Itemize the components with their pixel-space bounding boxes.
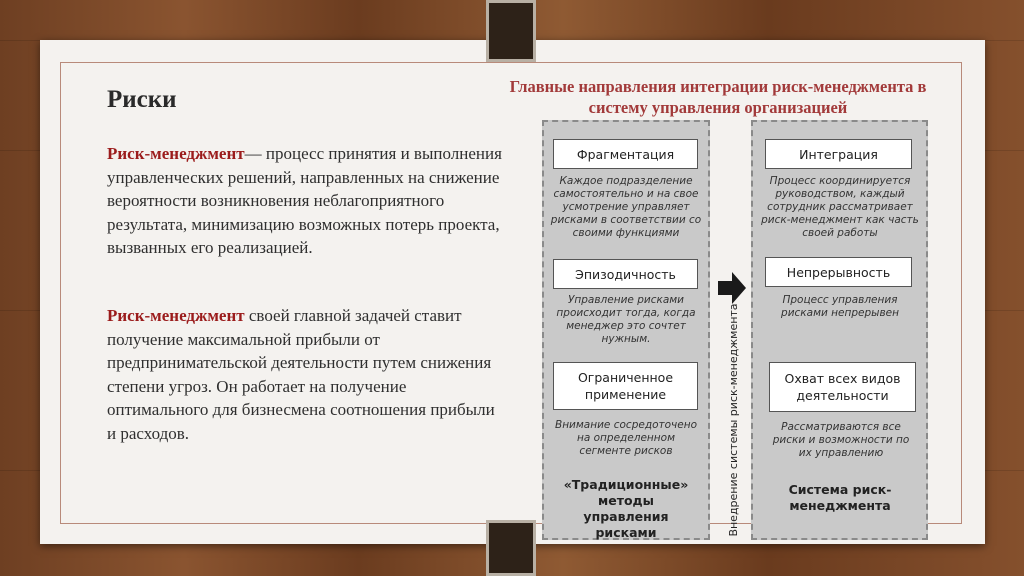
- integration-box: Интеграция: [765, 139, 912, 169]
- goal-paragraph: [107, 304, 507, 445]
- risk-management-system-label: Система риск-менеджмента: [788, 482, 892, 513]
- diagram-title-line1: Главные направления интеграции риск-менеджмента в: [509, 77, 927, 96]
- integration-desc: Процесс координируется руководством, каждый сотрудник рассматривает риск-менеджмент как часть своей работы: [761, 175, 919, 239]
- limited-use-box: Ограниченное применение: [553, 362, 698, 410]
- fragmentation-box: Фрагментация: [553, 139, 698, 169]
- episodic-desc: Управление рисками происходит тогда, когда менеджер это сочтет нужным.: [556, 294, 696, 345]
- goal-text: своей главной задачей ставит получение максимальной прибыли от предпринимательской деятельности путем снижения степени угроз. Он работает на получение оптимального для бизнесмена соотношения прибыли и расходов.: [107, 306, 495, 443]
- diagram-title: [462, 76, 974, 118]
- continuity-box: Непрерывность: [765, 257, 912, 287]
- goal-term: Риск-менеджмент: [107, 306, 245, 325]
- right-arrow-icon: [718, 272, 746, 304]
- definition-paragraph: [107, 142, 507, 260]
- continuity-desc: Процесс управления рисками непрерывен: [781, 294, 899, 319]
- all-activities-desc: Рассматриваются все риски и возможности по их управлению: [772, 421, 910, 459]
- all-activities-box: Охват всех видов деятельности: [769, 362, 916, 412]
- implementation-label-wrap: [722, 303, 746, 537]
- risk-management-system-column: [751, 120, 928, 540]
- fragmentation-desc: Каждое подразделение самостоятельно и на свое усмотрение управляет рисками в соответствии со своими функциями: [550, 175, 702, 239]
- definition-term: Риск-менеджмент: [107, 144, 245, 163]
- diagram-title-line2: систему управления организацией: [588, 98, 848, 117]
- slide-heading: Риски: [107, 86, 177, 113]
- definition-text: — процесс принятия и выполнения управленческих решений, направленных на снижение вероятности возникновения неблагоприятного результата, минимизацию возможных потерь проекта, вызванных его реализацией.: [107, 144, 502, 257]
- episodic-box: Эпизодичность: [553, 259, 698, 289]
- implementation-label: Внедрение системы риск-менеджмента: [727, 303, 740, 537]
- binder-clip-bottom: [486, 520, 536, 576]
- traditional-methods-column: [542, 120, 710, 540]
- limited-use-desc: Внимание сосредоточено на определенном сегменте рисков: [554, 419, 697, 457]
- traditional-methods-label: «Традиционные» методы управления рисками: [563, 477, 689, 540]
- binder-clip-top: [486, 0, 536, 62]
